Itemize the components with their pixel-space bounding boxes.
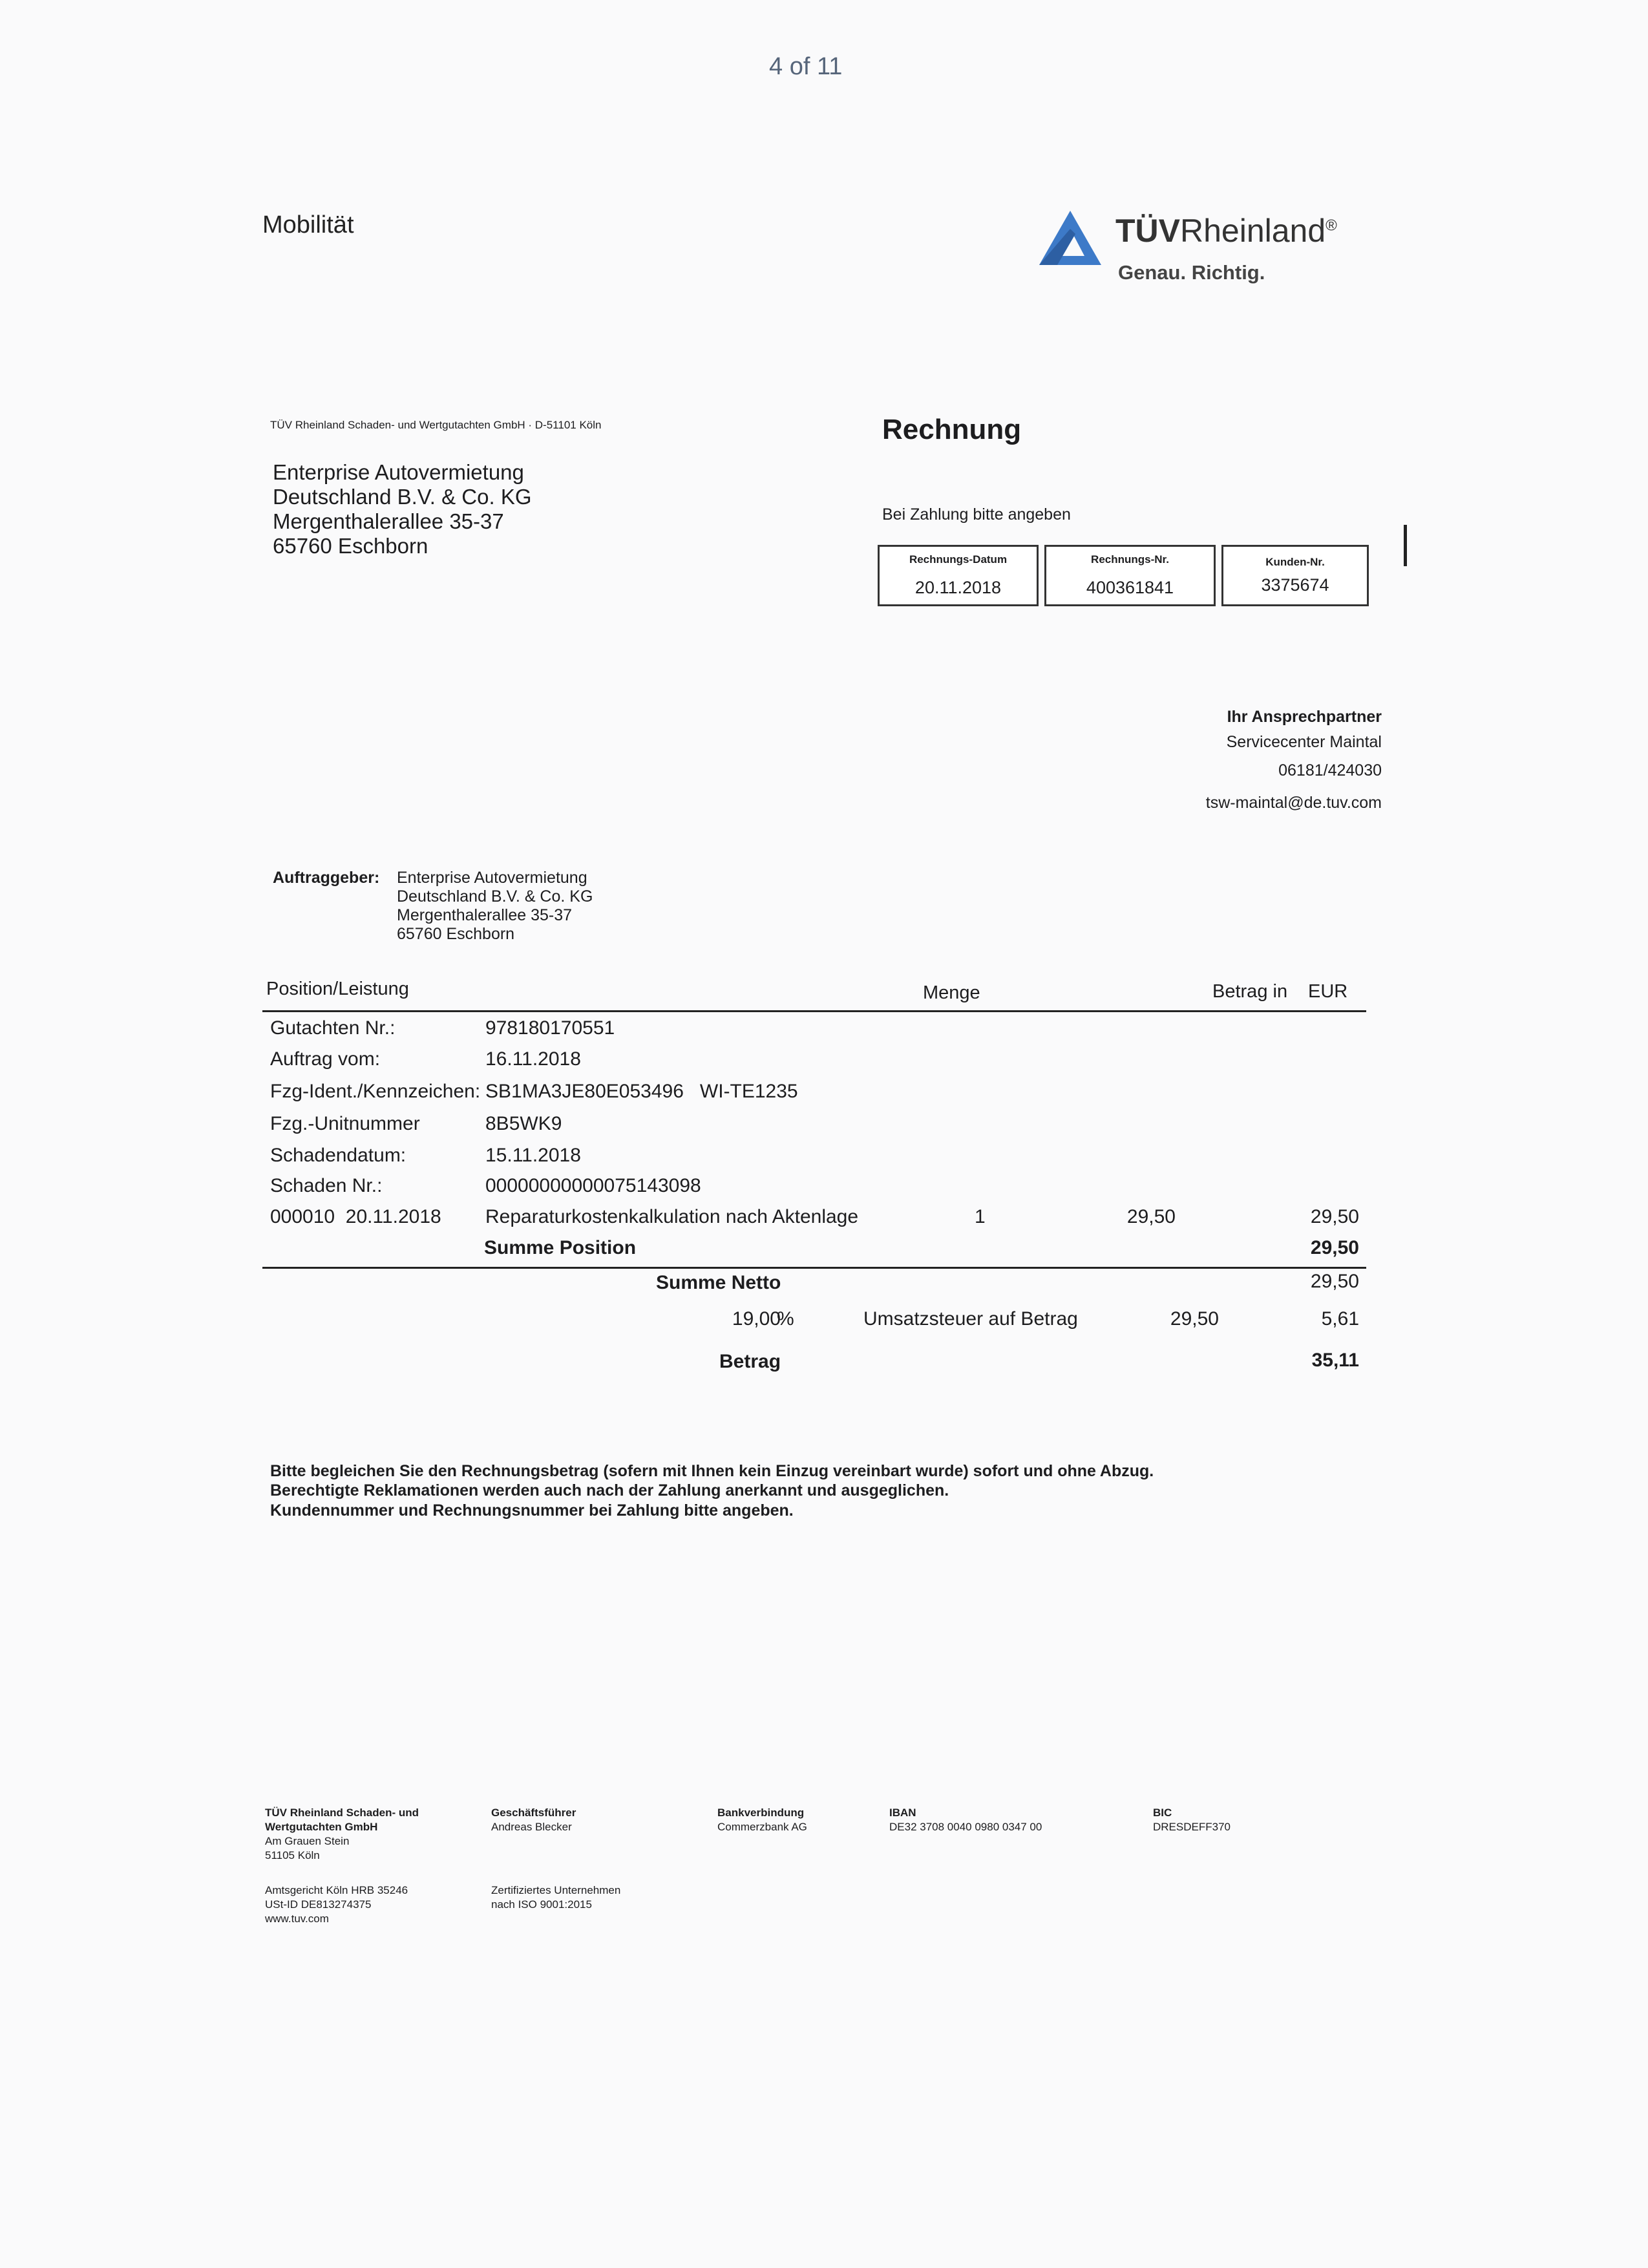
- logo-brand-rest: Rheinland: [1180, 213, 1326, 249]
- invoice-number-box: [1044, 545, 1216, 606]
- detail-value-order-date: 16.11.2018: [485, 1048, 581, 1070]
- invoice-date-value: 20.11.2018: [914, 578, 1002, 597]
- detail-value-damage-date: 15.11.2018: [485, 1145, 581, 1166]
- invoice-date-label: Rechnungs-Datum: [909, 553, 1008, 566]
- footer-bic-heading: BIC: [1153, 1807, 1172, 1819]
- client-line-2: Deutschland B.V. & Co. KG: [397, 887, 593, 906]
- grand-total-value: 35,11: [1311, 1350, 1359, 1371]
- line-item-description: Reparaturkostenkalkulation nach Aktenlage: [485, 1206, 859, 1227]
- client-line-3: Mergenthalerallee 35-37: [397, 906, 573, 924]
- customer-number-box: [1221, 545, 1369, 606]
- logo-brand-bold: TÜV: [1115, 213, 1180, 249]
- contact-name: Servicecenter Maintal: [1226, 733, 1382, 751]
- recipient-line-4: 65760 Eschborn: [273, 534, 428, 558]
- footer-management-name: Andreas Blecker: [491, 1821, 572, 1833]
- footer-iban-heading: IBAN: [889, 1807, 916, 1819]
- col-quantity-header: Menge: [923, 982, 980, 1003]
- detail-label-damage-no: Schaden Nr.:: [270, 1175, 383, 1196]
- vat-label: Umsatzsteuer auf Betrag: [863, 1308, 1078, 1330]
- footer-bank-heading: Bankverbindung: [717, 1807, 805, 1819]
- contact-phone: 06181/424030: [1278, 761, 1382, 779]
- contact-heading: Ihr Ansprechpartner: [1227, 708, 1382, 726]
- footer-iban-value: DE32 3708 0040 0980 0347 00: [889, 1821, 1042, 1833]
- detail-label-report-no: Gutachten Nr.:: [270, 1017, 396, 1039]
- notice-line-2: Berechtigte Reklamationen werden auch nach der Zahlung anerkannt und ausgeglichen.: [270, 1481, 949, 1500]
- margin-mark: [1404, 525, 1407, 566]
- detail-value-unit-number: 8B5WK9: [485, 1113, 562, 1134]
- client-line-1: Enterprise Autovermietung: [397, 869, 587, 887]
- line-item-position: 000010 20.11.2018: [270, 1206, 441, 1227]
- footer-registry-line-1: Amtsgericht Köln HRB 35246: [265, 1884, 408, 1896]
- customer-number-label: Kunden-Nr.: [1265, 556, 1325, 568]
- customer-number-value: 3375674: [1261, 575, 1329, 595]
- footer-certification-line-2: nach ISO 9001:2015: [491, 1898, 592, 1911]
- detail-label-order-date: Auftrag vom:: [270, 1048, 381, 1070]
- client-label: Auftraggeber:: [273, 869, 380, 887]
- footer-bic: [1153, 1806, 1231, 1834]
- footer-company-line-4: 51105 Köln: [265, 1849, 320, 1861]
- net-total-label: Summe Netto: [656, 1272, 781, 1293]
- footer-management: [491, 1806, 576, 1834]
- department-label: Mobilität: [262, 211, 354, 238]
- grand-total-label: Betrag: [719, 1351, 781, 1372]
- vat-percent-sign: %: [777, 1308, 794, 1330]
- detail-label-damage-date: Schadendatum:: [270, 1145, 407, 1166]
- footer-company: [265, 1806, 419, 1863]
- triangle-logo-icon: [1038, 209, 1103, 268]
- col-currency-header: EUR: [1308, 981, 1348, 1002]
- recipient-line-3: Mergenthalerallee 35-37: [273, 509, 504, 533]
- footer-website: www.tuv.com: [265, 1913, 329, 1925]
- col-position-header: Position/Leistung: [266, 979, 409, 999]
- net-total-value: 29,50: [1310, 1271, 1359, 1292]
- sum-position-label: Summe Position: [484, 1237, 637, 1258]
- footer-registry-line-2: USt-ID DE813274375: [265, 1898, 372, 1911]
- sender-line: TÜV Rheinland Schaden- und Wertgutachten GmbH · D-51101 Köln: [270, 419, 602, 431]
- line-item-unit-price: 29,50: [1126, 1206, 1176, 1227]
- sum-rule: [262, 1267, 1366, 1269]
- recipient-line-1: Enterprise Autovermietung: [273, 460, 524, 484]
- invoice-number-value: 400361841: [1086, 578, 1174, 597]
- footer-management-heading: Geschäftsführer: [491, 1807, 576, 1819]
- notice-line-1: Bitte begleichen Sie den Rechnungsbetrag (sofern mit Ihnen kein Einzug vereinbart wurde) sofort und ohne Abzug.: [270, 1462, 1154, 1480]
- detail-label-unit-number: Fzg.-Unitnummer: [270, 1113, 420, 1134]
- page-indicator: 4 of 11: [769, 53, 843, 80]
- footer-certification-line-1: Zertifiziertes Unternehmen: [491, 1884, 621, 1896]
- document-title: Rechnung: [882, 414, 1022, 445]
- footer-bank: [717, 1806, 807, 1834]
- line-item-quantity: 1: [975, 1206, 986, 1227]
- payment-hint: Bei Zahlung bitte angeben: [882, 505, 1071, 524]
- notice-line-3: Kundennummer und Rechnungsnummer bei Zahlung bitte angeben.: [270, 1501, 794, 1520]
- table-header-rule: [262, 1010, 1366, 1012]
- detail-value-report-no: 978180170551: [485, 1017, 615, 1039]
- footer-certification: [491, 1883, 620, 1912]
- footer-company-line-3: Am Grauen Stein: [265, 1835, 350, 1847]
- registered-mark: ®: [1326, 217, 1337, 235]
- sum-position-value: 29,50: [1310, 1237, 1359, 1258]
- logo-tagline: Genau. Richtig.: [1118, 261, 1265, 284]
- vat-base: 29,50: [1170, 1308, 1219, 1330]
- tuv-logo: [1038, 206, 1374, 290]
- footer-bic-value: DRESDEFF370: [1153, 1821, 1231, 1833]
- vat-rate: 19,00: [732, 1308, 781, 1330]
- client-line-4: 65760 Eschborn: [397, 925, 515, 943]
- vat-value: 5,61: [1321, 1308, 1359, 1330]
- invoice-number-label: Rechnungs-Nr.: [1091, 553, 1169, 566]
- footer-bank-name: Commerzbank AG: [717, 1821, 807, 1833]
- footer-company-line-1: TÜV Rheinland Schaden- und: [265, 1807, 419, 1819]
- contact-email: tsw-maintal@de.tuv.com: [1205, 794, 1382, 812]
- line-item-total: 29,50: [1310, 1206, 1359, 1227]
- recipient-line-2: Deutschland B.V. & Co. KG: [273, 485, 532, 509]
- footer-company-line-2: Wertgutachten GmbH: [265, 1821, 378, 1833]
- col-amount-header: Betrag in: [1212, 981, 1288, 1002]
- invoice-date-box: [878, 545, 1039, 606]
- detail-label-vehicle-id: Fzg-Ident./Kennzeichen:: [270, 1081, 481, 1102]
- footer-registry: [265, 1883, 408, 1926]
- footer-iban: [889, 1806, 1042, 1834]
- detail-value-vehicle-id: SB1MA3JE80E053496 WI-TE1235: [485, 1081, 798, 1102]
- detail-value-damage-no: 00000000000075143098: [485, 1175, 701, 1196]
